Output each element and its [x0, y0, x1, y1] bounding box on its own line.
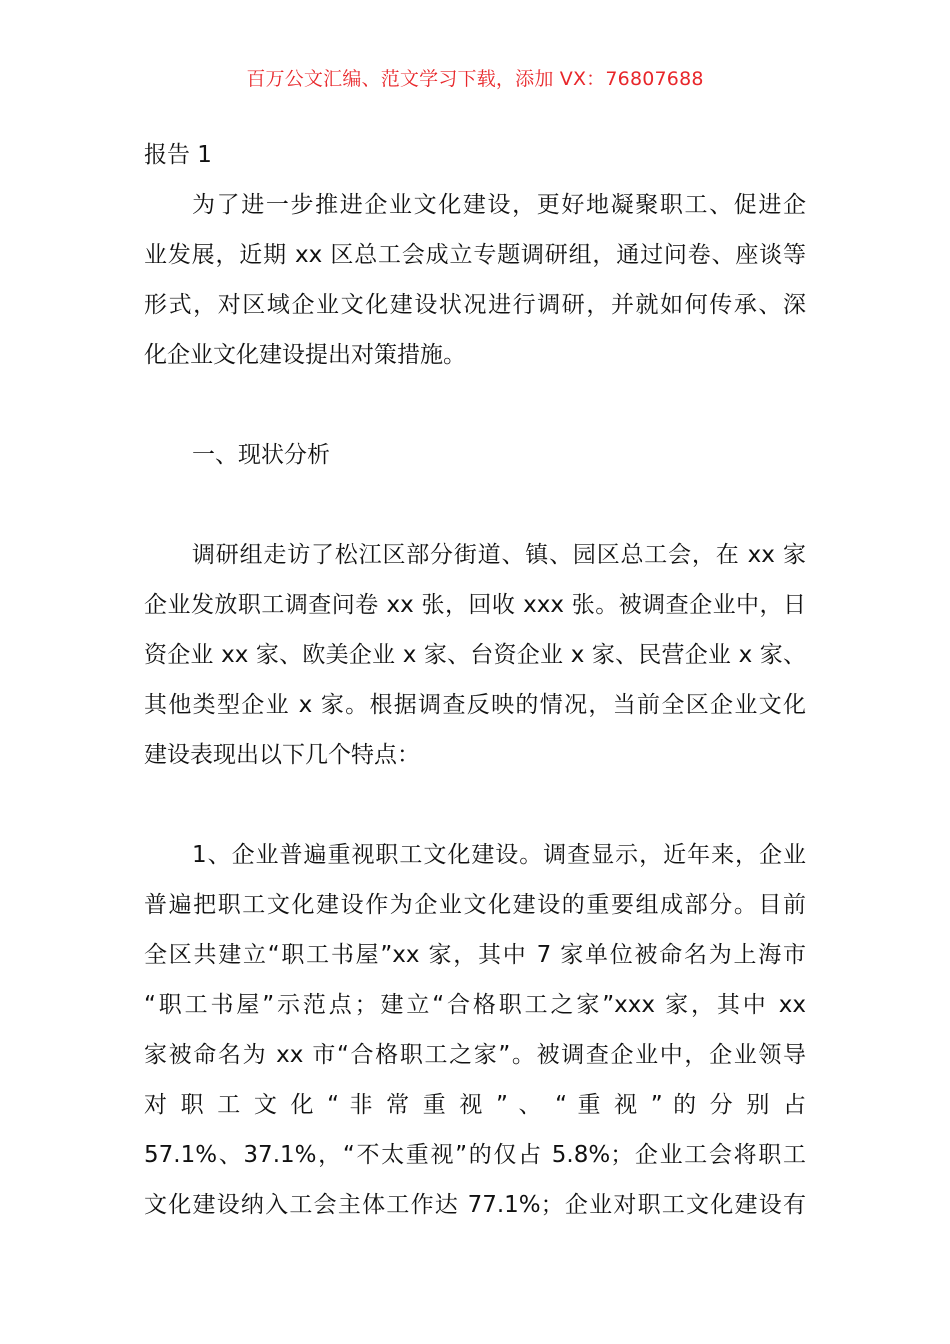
intro-line: 形式，对区域企业文化建设状况进行调研，并就如何传承、深	[144, 292, 806, 318]
point1-line: 家被命名为 xx 市“合格职工之家”。被调查企业中，企业领导	[144, 1042, 806, 1068]
point1-line: 普遍把职工文化建设作为企业文化建设的重要组成部分。目前	[144, 892, 806, 918]
document-body	[144, 130, 806, 1230]
point1-line: 文化建设纳入工会主体工作达 77.1%；企业对职工文化建设有	[144, 1192, 806, 1218]
paragraph-gap	[144, 380, 806, 430]
watermark-banner: 百万公文汇编、范文学习下载，添加 VX：76807688	[246, 68, 704, 90]
intro-line: 业发展，近期 xx 区总工会成立专题调研组，通过问卷、座谈等	[144, 242, 806, 268]
intro-line: 为了进一步推进企业文化建设，更好地凝聚职工、促进企	[192, 192, 806, 218]
point1-line: 对 职 工 文 化 “ 非 常 重 视 ” 、 “ 重 视 ” 的 分 别 占	[144, 1092, 806, 1118]
intro-line: 化企业文化建设提出对策措施。	[144, 342, 466, 368]
document-title: 报告 1	[144, 142, 212, 168]
point1-line: 57.1%、37.1%，“不太重视”的仅占 5.8%；企业工会将职工	[144, 1142, 806, 1168]
survey-line: 调研组走访了松江区部分街道、镇、园区总工会，在 xx 家	[192, 542, 806, 568]
point1-line: 全区共建立“职工书屋”xx 家，其中 7 家单位被命名为上海市	[144, 942, 806, 968]
paragraph-gap	[144, 780, 806, 830]
section-heading: 一、现状分析	[192, 442, 330, 468]
paragraph-gap	[144, 480, 806, 530]
point1-line: 1、企业普遍重视职工文化建设。调查显示，近年来，企业	[192, 842, 806, 868]
survey-line: 资企业 xx 家、欧美企业 x 家、台资企业 x 家、民营企业 x 家、	[144, 642, 806, 668]
survey-line: 其他类型企业 x 家。根据调查反映的情况，当前全区企业文化	[144, 692, 806, 718]
survey-line: 建设表现出以下几个特点：	[144, 742, 420, 768]
point1-line: “职工书屋”示范点；建立“合格职工之家”xxx 家，其中 xx	[144, 992, 806, 1018]
survey-line: 企业发放职工调查问卷 xx 张，回收 xxx 张。被调查企业中，日	[144, 592, 806, 618]
